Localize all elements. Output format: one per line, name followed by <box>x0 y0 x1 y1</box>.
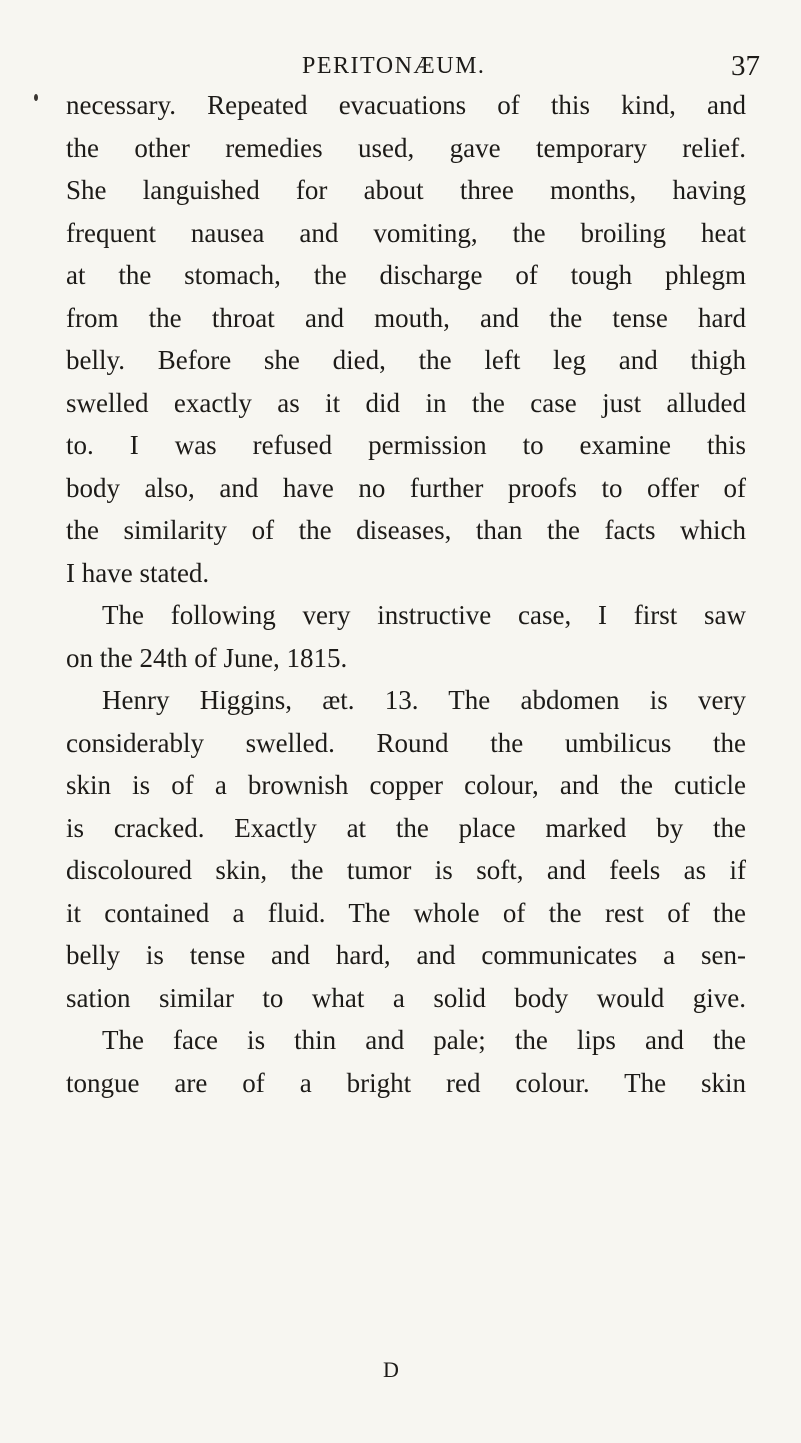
text-line: tongue are of a bright red colour. The skin <box>66 1067 746 1098</box>
ink-speck <box>34 94 38 101</box>
text-line: sation similar to what a solid body would give. <box>66 982 746 1013</box>
text-line: skin is of a brownish copper colour, and the cuticle <box>66 770 746 800</box>
text-line: is cracked. Exactly at the place marked by the <box>66 812 746 843</box>
text-line: swelled exactly as it did in the case just alluded <box>66 387 746 418</box>
page-header <box>40 46 760 86</box>
text-line: it contained a fluid. The whole of the rest of the <box>66 897 746 928</box>
text-line: necessary. Repeated evacuations of this kind, and <box>66 90 746 120</box>
text-line: at the stomach, the discharge of tough phlegm <box>66 260 746 290</box>
text-line: considerably swelled. Round the umbilicus the <box>66 727 746 758</box>
text-line: I have stated. <box>66 557 210 588</box>
text-line: belly. Before she died, the left leg and thigh <box>66 345 746 375</box>
text-line: on the 24th of June, 1815. <box>66 642 348 673</box>
text-line: The face is thin and pale; the lips and the <box>102 1025 746 1055</box>
text-line: the similarity of the diseases, than the facts which <box>66 515 746 545</box>
text-line: from the throat and mouth, and the tense hard <box>66 302 746 333</box>
signature-mark: D <box>383 1357 399 1382</box>
page-number: 37 <box>731 50 760 82</box>
text-line: to. I was refused permission to examine this <box>66 430 746 460</box>
text-line: frequent nausea and vomiting, the broiling heat <box>66 217 746 248</box>
text-line: Henry Higgins, æt. 13. The abdomen is very <box>102 685 746 715</box>
text-line: She languished for about three months, having <box>66 175 746 205</box>
text-line: The following very instructive case, I first saw <box>102 600 746 630</box>
running-title: PERITONÆUM. <box>302 53 486 79</box>
text-line: discoloured skin, the tumor is soft, and feels as if <box>66 855 746 885</box>
text-line: the other remedies used, gave temporary relief. <box>66 132 746 163</box>
text-line: belly is tense and hard, and communicates a sen- <box>66 940 746 970</box>
body-text <box>66 84 746 1104</box>
text-line: body also, and have no further proofs to offer of <box>66 472 746 503</box>
